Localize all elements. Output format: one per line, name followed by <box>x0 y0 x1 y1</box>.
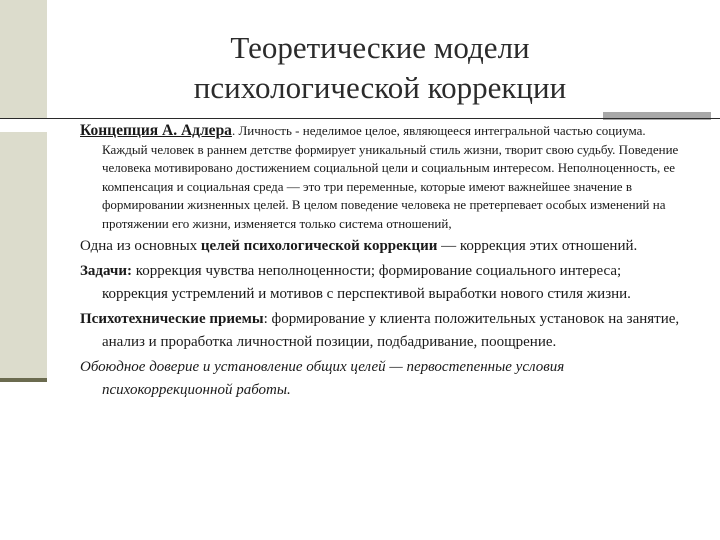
adler-period: . <box>231 123 236 138</box>
decorative-left-bar-top <box>0 0 47 118</box>
tasks-paragraph <box>80 260 680 306</box>
slide-body <box>80 122 680 402</box>
decorative-left-bar-accent <box>0 378 47 382</box>
title-line-2: психологической коррекции <box>193 70 567 105</box>
techniques-colon: : <box>263 311 268 327</box>
adler-text: Личность - неделимое целое, являющееся интегральной частью социума. Каждый человек в раннем детстве формирует уникальный стиль жизни, творит свою судьбу. Поведение человека мотивировано достижением социальной цели и социальным интересом. Неполноценность, ее компенсация и социальная среда — это три переменные, которые имеют важнейшее значение в формировании жизненных целей. В целом поведение человека не претерпевает особых изменений на протяжении его жизни, изменяется только система отношений, <box>102 123 679 231</box>
goal-pre: Одна из основных <box>80 238 201 254</box>
techniques-text: формирование у клиента положительных установок на занятие, анализ и проработка личностной позиции, подбадривание, поощрение. <box>102 311 680 350</box>
goal-post: — коррекция этих отношений. <box>437 238 638 254</box>
adler-paragraph <box>80 122 680 233</box>
decorative-left-bar-bottom <box>0 132 47 382</box>
techniques-paragraph <box>80 308 680 354</box>
tasks-text: коррекция чувства неполноценности; формирование социального интереса; коррекция устремлений и мотивов с перспективой выработки нового стиля жизни. <box>102 263 631 302</box>
title-divider-line <box>0 118 720 119</box>
adler-heading: Концепция А. Адлера <box>80 122 232 139</box>
techniques-label: Психотехнические приемы <box>80 311 264 327</box>
goal-paragraph <box>80 235 680 258</box>
title-line-1: Теоретические модели <box>230 30 530 65</box>
tasks-label: Задачи: <box>80 263 133 279</box>
slide-title <box>160 28 600 108</box>
goal-bold: целей психологической коррекции <box>200 238 438 254</box>
conclusion-paragraph: Обоюдное доверие и установление общих целей — первостепенные условия психокоррекционной работы. <box>80 359 565 398</box>
